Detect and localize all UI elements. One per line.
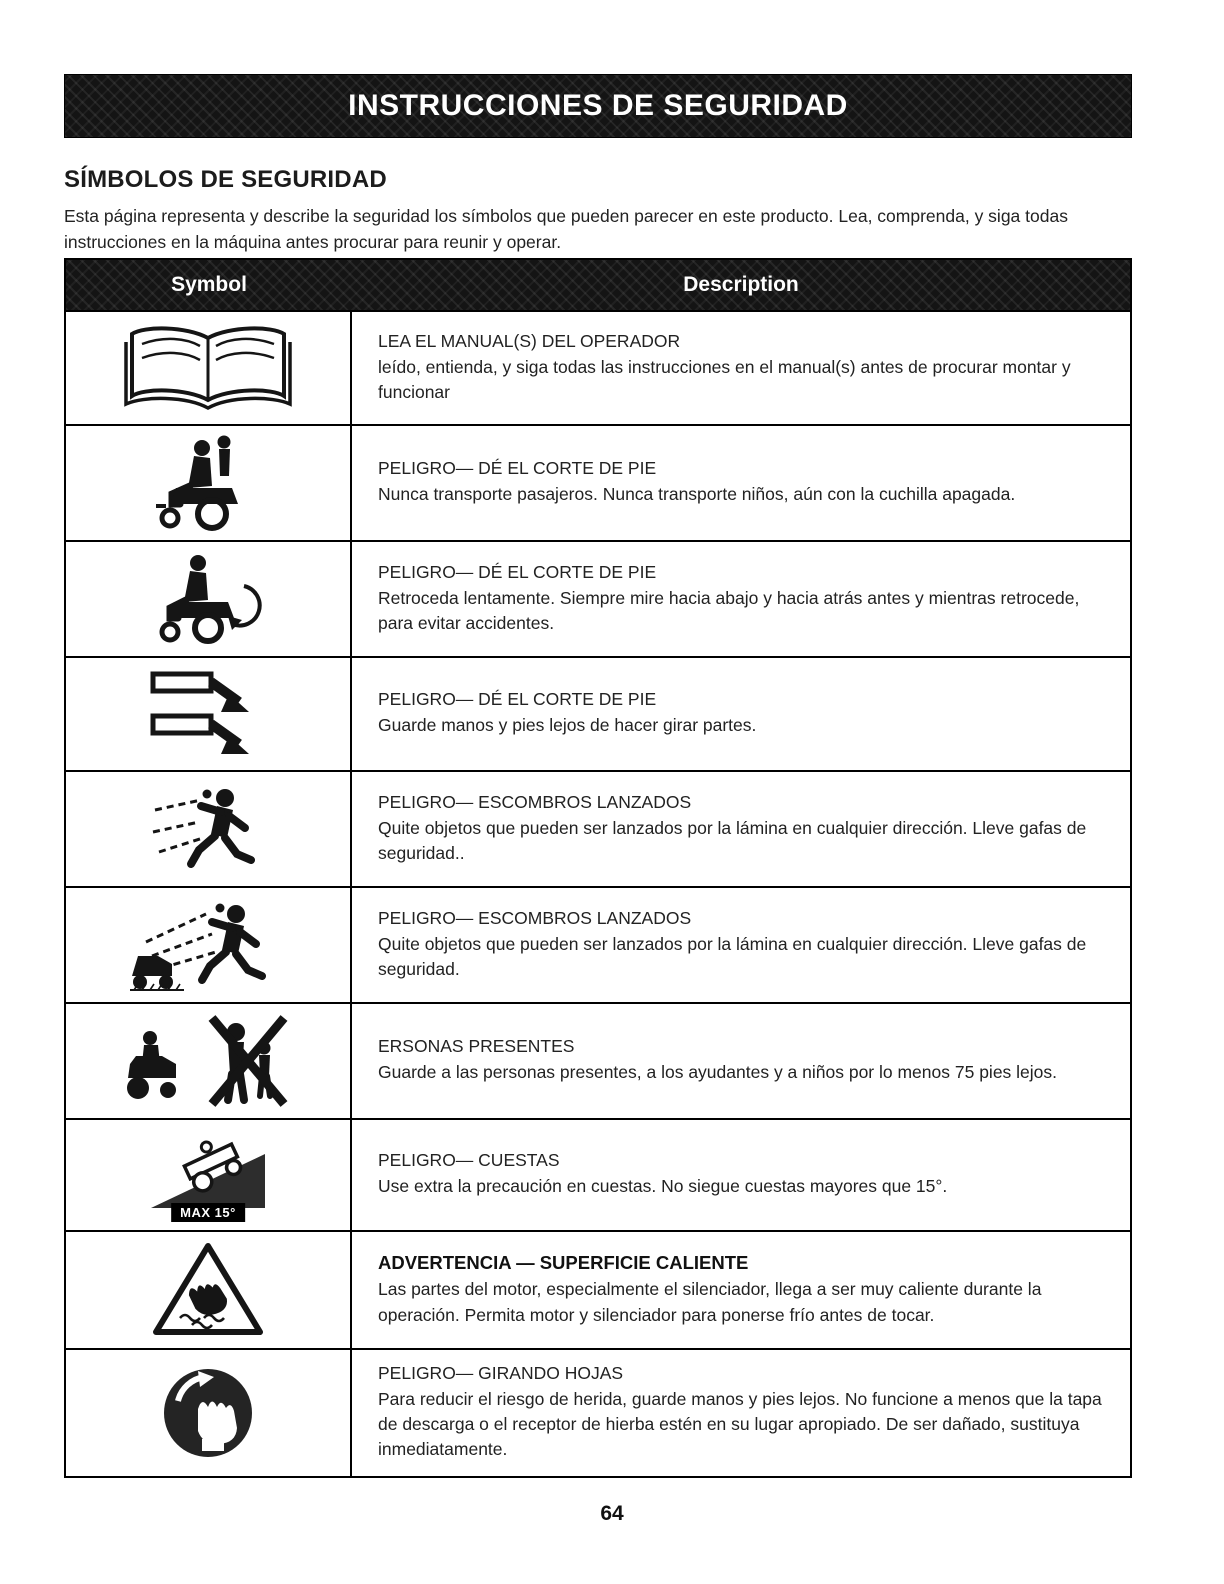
intro-section <box>64 166 1132 256</box>
row-body: Nunca transporte pasajeros. Nunca transporte niños, aún con la cuchilla apagada. <box>378 484 1016 505</box>
safety-symbols-table <box>64 258 1132 1478</box>
intro-paragraph: Esta página representa y describe la seguridad los símbolos que pueden parecer en este producto. Lea, comprenda, y siga todas instrucciones en la máquina antes procurar para reunir y operar. <box>64 206 1068 253</box>
table-row <box>66 1230 1130 1348</box>
symbol-cell <box>66 1004 352 1118</box>
symbol-cell <box>66 1350 352 1476</box>
row-body: Guarde a las personas presentes, a los ayudantes y a niños por lo menos 75 pies lejos. <box>378 1062 1058 1083</box>
no-passengers-icon <box>148 434 268 532</box>
symbol-cell <box>66 542 352 656</box>
description-cell <box>352 312 1130 424</box>
row-title: PELIGRO— DÉ EL CORTE DE PIE <box>378 689 657 710</box>
table-row <box>66 886 1130 1002</box>
row-body: Guarde manos y pies lejos de hacer girar partes. <box>378 715 757 736</box>
symbol-cell <box>66 1232 352 1348</box>
symbol-cell <box>66 888 352 1002</box>
mower-thrown-debris-icon <box>128 896 288 994</box>
description-cell <box>352 426 1130 540</box>
slope-max-15-icon <box>143 1128 273 1222</box>
description-cell <box>352 1350 1130 1476</box>
row-title: PELIGRO— ESCOMBROS LANZADOS <box>378 907 692 928</box>
table-row <box>66 310 1130 424</box>
page-number: 64 <box>600 1502 624 1525</box>
row-title: PELIGRO— ESCOMBROS LANZADOS <box>378 791 692 812</box>
row-title: ADVERTENCIA — SUPERFICIE CALIENTE <box>378 1252 749 1274</box>
description-cell <box>352 1232 1130 1348</box>
slope-max-label: MAX 15° <box>171 1203 245 1222</box>
table-row <box>66 1348 1130 1476</box>
row-body: leído, entienda, y siga todas las instrucciones en el manual(s) antes de procurar montar y funcionar <box>378 356 1071 402</box>
row-body: Use extra la precaución en cuestas. No siegue cuestas mayores que 15°. <box>378 1176 948 1197</box>
table-header <box>66 260 1130 310</box>
keep-bystanders-away-icon <box>118 1012 298 1110</box>
table-row <box>66 1118 1130 1230</box>
table-row <box>66 770 1130 886</box>
symbol-cell <box>66 426 352 540</box>
symbol-cell <box>66 1120 352 1230</box>
rotating-parts-icon <box>145 666 271 762</box>
description-cell <box>352 658 1130 770</box>
row-title: LEA EL MANUAL(S) DEL OPERADOR <box>378 330 681 351</box>
row-body: Quite objetos que pueden ser lanzados por la lámina en cualquier dirección. Lleve gafas de seguridad. <box>378 933 1087 979</box>
hot-surface-warning-icon <box>150 1240 266 1340</box>
reverse-carefully-icon <box>148 550 268 648</box>
row-title: PELIGRO— CUESTAS <box>378 1150 560 1171</box>
symbol-cell <box>66 772 352 886</box>
table-row <box>66 656 1130 770</box>
page-title: SÍMBOLOS DE SEGURIDAD <box>64 166 387 193</box>
description-column-header: Description <box>683 273 799 296</box>
section-banner <box>64 74 1132 138</box>
row-title: PELIGRO— DÉ EL CORTE DE PIE <box>378 561 657 582</box>
thrown-debris-icon <box>145 780 271 878</box>
description-cell <box>352 1120 1130 1230</box>
rotating-blades-icon <box>158 1363 258 1463</box>
table-row <box>66 424 1130 540</box>
table-row <box>66 540 1130 656</box>
description-cell <box>352 888 1130 1002</box>
symbol-column-header: Symbol <box>171 273 247 296</box>
row-body: Para reducir el riesgo de herida, guarde manos y pies lejos. No funcione a menos que la tapa de descarga o el receptor de hierba estén en su lugar apropiado. De ser dañado, sustituya inmediatamente. <box>378 1389 1102 1460</box>
symbol-cell <box>66 658 352 770</box>
description-cell <box>352 1004 1130 1118</box>
row-title: PELIGRO— GIRANDO HOJAS <box>378 1363 624 1383</box>
description-cell <box>352 772 1130 886</box>
banner-title: INSTRUCCIONES DE SEGURIDAD <box>348 89 848 122</box>
row-title: PELIGRO— DÉ EL CORTE DE PIE <box>378 458 657 479</box>
symbol-cell <box>66 312 352 424</box>
row-body: Las partes del motor, especialmente el silenciador, llega a ser muy caliente durante la operación. Permita motor y silenciador para ponerse frío antes de tocar. <box>378 1279 1042 1325</box>
operator-manual-icon <box>120 320 296 416</box>
row-title: ERSONAS PRESENTES <box>378 1036 575 1057</box>
row-body: Quite objetos que pueden ser lanzados por la lámina en cualquier dirección. Lleve gafas de seguridad.. <box>378 817 1087 863</box>
row-body: Retroceda lentamente. Siempre mire hacia abajo y hacia atrás antes y mientras retrocede, para evitar accidentes. <box>378 587 1080 633</box>
description-cell <box>352 542 1130 656</box>
table-row <box>66 1002 1130 1118</box>
